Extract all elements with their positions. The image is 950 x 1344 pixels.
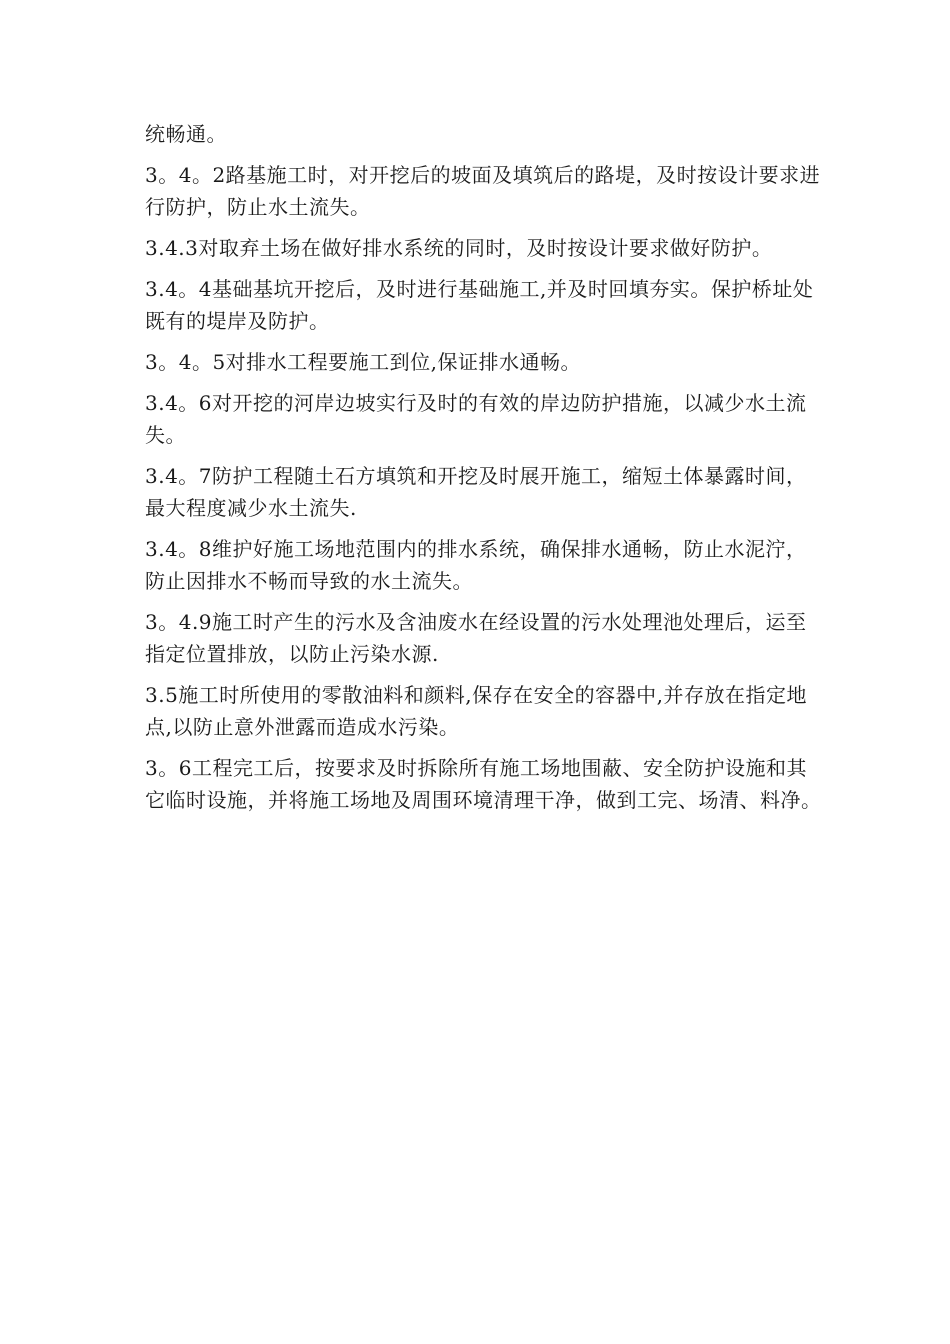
paragraph-3-5: 3.5施工时所使用的零散油料和颜料,保存在安全的容器中,并存放在指定地点,以防止意外泄露而造成水污染。 [145,683,808,739]
paragraph-3-4-6: 3.4。6对开挖的河岸边坡实行及时的有效的岸边防护措施，以减少水土流失。 [145,391,807,447]
paragraph-3-4-8: 3.4。8维护好施工场地范围内的排水系统，确保排水通畅，防止水泥泞，防止因排水不畅而导致的水土流失。 [145,537,807,593]
document-body [145,118,825,825]
paragraph-3-4-2: 3。4。2路基施工时，对开挖后的坡面及填筑后的路堤，及时按设计要求进行防护，防止水土流失。 [145,163,821,219]
paragraph-3-4-7: 3.4。7防护工程随土石方填筑和开挖及时展开施工，缩短土体暴露时间，最大程度减少水土流失. [145,464,807,520]
paragraph-3-6: 3。6工程完工后，按要求及时拆除所有施工场地围蔽、安全防护设施和其它临时设施，并将施工场地及周围环境清理干净，做到工完、场清、料净。 [145,756,822,812]
paragraph-3-4-9: 3。4.9施工时产生的污水及含油废水在经设置的污水处理池处理后，运至指定位置排放，以防止污染水源. [145,610,807,666]
paragraph-continuation: 统畅通。 [145,122,227,146]
paragraph-3-4-4: 3.4。4基础基坑开挖后，及时进行基础施工,并及时回填夯实。保护桥址处既有的堤岸及防护。 [145,277,814,333]
paragraph-3-4-3: 3.4.3对取弃土场在做好排水系统的同时，及时按设计要求做好防护。 [145,236,773,260]
paragraph-3-4-5: 3。4。5对排水工程要施工到位,保证排水通畅。 [145,350,582,374]
